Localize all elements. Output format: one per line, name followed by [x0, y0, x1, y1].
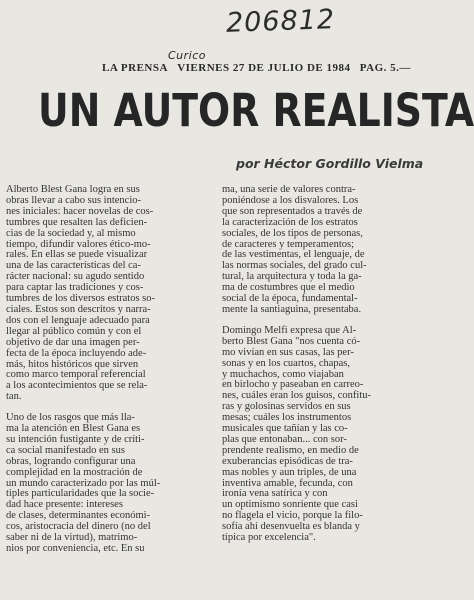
text-line: obras, logrando configurar una — [6, 455, 136, 467]
text-line: exuberancias episódicas de tra- — [222, 455, 353, 467]
text-line: una de las características del ca- — [6, 260, 141, 272]
text-line: cos, aristocracia del dinero (no del — [6, 521, 151, 533]
text-line: tural, la arquitectura y toda la ga- — [222, 271, 362, 283]
text-line: tiples particularidades que la socie- — [6, 488, 155, 500]
text-line: mo vivían en sus casas, las per- — [222, 346, 354, 358]
text-line: de clases, determinantes económi- — [6, 510, 151, 522]
text-line: sonas y en los cuartos, chapas, — [222, 357, 351, 369]
text-line: sociales, de los tipos de personas, — [222, 227, 363, 239]
text-line: poniéndose a los disvalores. Los — [222, 194, 359, 206]
text-line: mesas; cuáles los instrumentos — [222, 412, 352, 424]
handwritten-note: Curico — [168, 49, 207, 62]
text-line: no flagela el vicio, porque la filo- — [222, 510, 363, 522]
text-line: mas nobles y aun triples, de una — [222, 466, 357, 478]
text-line: nios por conveniencia, etc. En su — [6, 543, 145, 554]
text-line: en birlocho y paseaban en carreo- — [222, 379, 364, 391]
archive-number: 206812 — [225, 4, 336, 39]
text-line: fecta de la época incluyendo ade- — [6, 347, 147, 359]
text-line: nes iniciales: hacer novelas de cos- — [6, 205, 154, 217]
article-byline: por Héctor Gordillo Vielma — [236, 156, 424, 171]
text-line: tiempo, difundir valores ético-mo- — [6, 238, 151, 250]
text-line: social de la época, fundamental- — [222, 293, 358, 305]
text-line: la caracterización de los estratos — [222, 216, 358, 228]
text-line: llegar al público común y con el — [6, 325, 142, 337]
text-line: ma la atención en Blest Gana es — [6, 423, 141, 435]
text-line: saber ni de la virtud), matrimo- — [6, 532, 138, 544]
text-line: rácter nacional: su agudo sentido — [6, 271, 145, 283]
left-paragraph-2 — [6, 413, 214, 555]
text-line: las normas sociales, del grado cul- — [222, 260, 367, 272]
text-line: dad hace presente: intereses — [6, 499, 123, 511]
left-paragraph-1 — [6, 185, 214, 403]
text-line: nes, cuáles eran los guisos, confitu- — [222, 390, 372, 402]
text-line: ma, una serie de valores contra- — [222, 184, 356, 195]
text-line: sofía ahí desenvuelta es blanda y — [222, 521, 360, 533]
text-line: musicales que tañían y las co- — [222, 423, 348, 435]
text-line: a los acontecimientos que se rela- — [6, 380, 148, 392]
text-line: como marco temporal referencial — [6, 369, 146, 381]
right-paragraph-1 — [222, 185, 405, 316]
text-line: Domingo Melfi expresa que Al- — [222, 324, 357, 336]
article-title: UN AUTOR REALISTA — [38, 84, 474, 137]
text-line: mente la santiaguina, presentaba. — [222, 303, 362, 315]
text-line: ciales. Estos son descritos y narra- — [6, 303, 151, 315]
text-line: ca social manifestado en sus — [6, 444, 125, 456]
text-line: ma de costumbres que el medio — [222, 282, 355, 294]
text-line: que son representados a través de — [222, 205, 363, 217]
text-line: objetivo de dar una imagen per- — [6, 336, 140, 348]
issue-date: VIERNES 27 DE JULIO DE 1984 — [177, 62, 351, 74]
text-line: Uno de los rasgos que más lla- — [6, 412, 135, 424]
text-line: tan. — [6, 391, 22, 403]
text-line: y muchachos, como viajaban — [222, 368, 344, 380]
text-line: tumbres que resalten las deficien- — [6, 216, 148, 228]
text-line: obras llevar a cabo sus intencio- — [6, 194, 141, 206]
text-line: típica por excelencia". — [222, 532, 316, 544]
text-line: ironía vena satírica y con — [222, 488, 328, 500]
text-line: de caracteres y temperamentos; — [222, 238, 355, 250]
text-line: prendente realismo, en medio de — [222, 444, 359, 456]
newspaper-name: LA PRENSA — [102, 62, 168, 74]
text-line: dos con el lenguaje adecuado para — [6, 314, 150, 326]
text-line: ras y golosinas servidos en sus — [222, 401, 351, 413]
text-line: tumbres de los diversos estratos so- — [6, 293, 156, 305]
text-line: rales. En ellas se puede visualizar — [6, 249, 148, 261]
right-column — [222, 185, 405, 544]
text-line: berto Blest Gana "nos cuenta có- — [222, 335, 361, 347]
text-line: para captar las tradiciones y cos- — [6, 282, 144, 294]
right-paragraph-2 — [222, 326, 405, 544]
text-line: complejidad en la mostración de — [6, 466, 143, 478]
text-line: su intención fustigante y de críti- — [6, 433, 145, 445]
text-line: un mundo caracterizado por las múl- — [6, 477, 161, 489]
text-line: de las vestimentas, el lenguaje, de — [222, 249, 365, 261]
text-line: un optimismo sonriente que casi — [222, 499, 358, 511]
text-line: Alberto Blest Gana logra en sus — [6, 184, 140, 195]
newspaper-header — [102, 49, 411, 74]
text-line: plas que entonaban... con sor- — [222, 433, 347, 445]
left-column — [6, 185, 214, 555]
text-line: cias de la sociedad y, al mismo — [6, 227, 136, 239]
page-number: PAG. 5.— — [359, 62, 411, 74]
text-line: inventiva amable, fecunda, con — [222, 477, 353, 489]
text-line: más, hitos históricos que sirven — [6, 358, 139, 370]
